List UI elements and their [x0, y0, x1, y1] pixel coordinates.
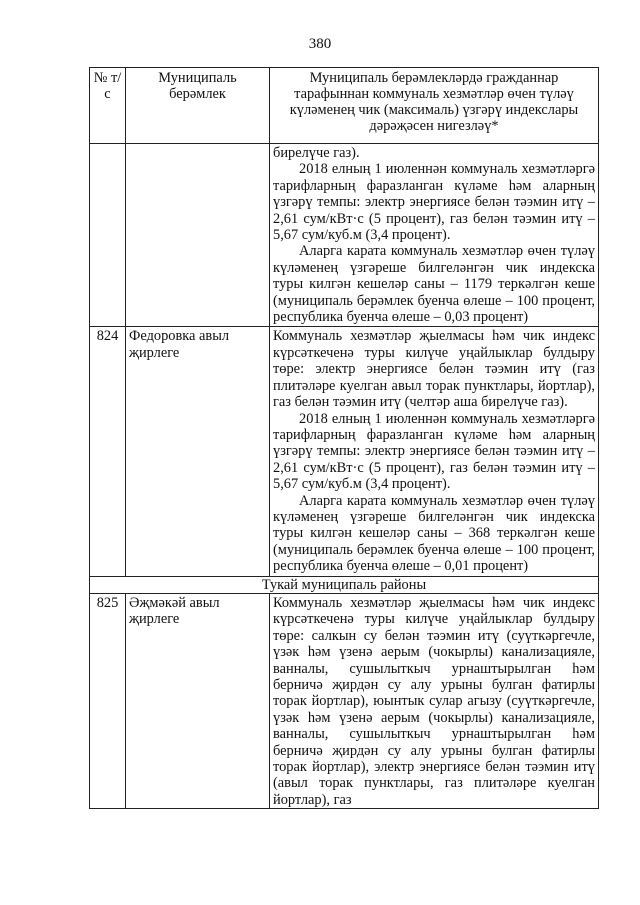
page-number: 380: [308, 36, 332, 52]
table-row: [90, 327, 599, 576]
row-number: [90, 144, 126, 327]
row-description: [270, 144, 599, 327]
row-municipality: Федоровка авыл җирлеге: [126, 327, 270, 576]
row-number: 824: [90, 327, 126, 576]
paragraph: Коммуналь хезмәтләр җыелмасы һәм чик индекс күрсәткеченә туры килүче уңайлыклар булдыру төре: салкын су белән тәэмин итү (суүткәргечле, үзәк һәм үзенә аерым (чокырлы) канализацияле, ванналы, сушылыткыч урнаштырылган һәм берничә җирдән су алу урыны булган фатирлы торак йортлар), юынтык сулар агызу (суүткәргечле, үзәк һәм үзенә аерым (чокырлы) канализацияле, ванналы, сушылыткыч урнаштырылган һәм берничә җирдән су алу урыны булган фатирлы торак йортлар), электр энергиясе белән тәэмин итү (авыл торак пунктлары, газ плитәләре куелган йортлар), газ: [273, 594, 595, 807]
row-description: [270, 593, 599, 808]
district-name: Тукай муниципаль районы: [90, 576, 599, 593]
paragraph: Аларга карата коммуналь хезмәтләр өчен түләү күләменең үзгәреше билгеләнгән чик индекска туры килгән кешеләр саны – 1179 теркәлгән кеше (муниципаль берәмлек буенча өлеше – 100 процент, республика буенча өлеше – 0,03 процент): [273, 243, 595, 326]
paragraph: Коммуналь хезмәтләр җыелмасы һәм чик индекс күрсәткеченә туры килүче уңайлыклар булдыру төре: электр энергиясе белән тәэмин итү (газ плитәләре куелган авыл торак пунктлары, йортлар), газ белән тәэмин итү (челтәр аша бирелүче газ).: [273, 328, 595, 411]
paragraph: 2018 елның 1 июленнән коммуналь хезмәтләргә тарифларның фаразланган күләме һәм аларның үзгәрү темпы: электр энергиясе белән тәэмин итү – 2,61 сум/кВт·с (5 процент), газ белән тәэмин итү – 5,67 сум/куб.м (3,4 процент).: [273, 161, 595, 244]
clipped-text: [273, 595, 595, 807]
header-municipality: Муниципаль берәмлек: [126, 68, 270, 144]
row-number: 825: [90, 593, 126, 808]
paragraph: 2018 елның 1 июленнән коммуналь хезмәтләргә тарифларның фаразланган күләме һәм аларның үзгәрү темпы: электр энергиясе белән тәэмин итү – 2,61 сум/кВт·с (5 процент), газ белән тәэмин итү – 5,67 сум/куб.м (3,4 процент).: [273, 410, 595, 493]
paragraph: Аларга карата коммуналь хезмәтләр өчен түләү күләменең үзгәреше билгеләнгән чик индекска туры килгән кешеләр саны – 368 теркәлгән кеше (муниципаль берәмлек буенча өлеше – 100 процент, республика буенча өлеше – 0,01 процент): [273, 492, 595, 575]
table-header-row: [90, 68, 599, 144]
table-row: [90, 593, 599, 808]
row-municipality: Әҗмәкәй авыл җирлеге: [126, 593, 270, 808]
municipal-utilities-table: [89, 67, 599, 809]
header-description: Муниципаль берәмлекләрдә гражданнар тарафыннан коммуналь хезмәтләр өчен түләү күләменең чик (максималь) үзгәрү индекслары дәрәҗәсен нигезләү*: [270, 68, 599, 144]
header-number: № т/с: [90, 68, 126, 144]
district-row: [90, 576, 599, 593]
row-description: [270, 327, 599, 576]
table-row: [90, 144, 599, 327]
row-municipality: [126, 144, 270, 327]
paragraph: бирелүче газ).: [273, 145, 360, 161]
